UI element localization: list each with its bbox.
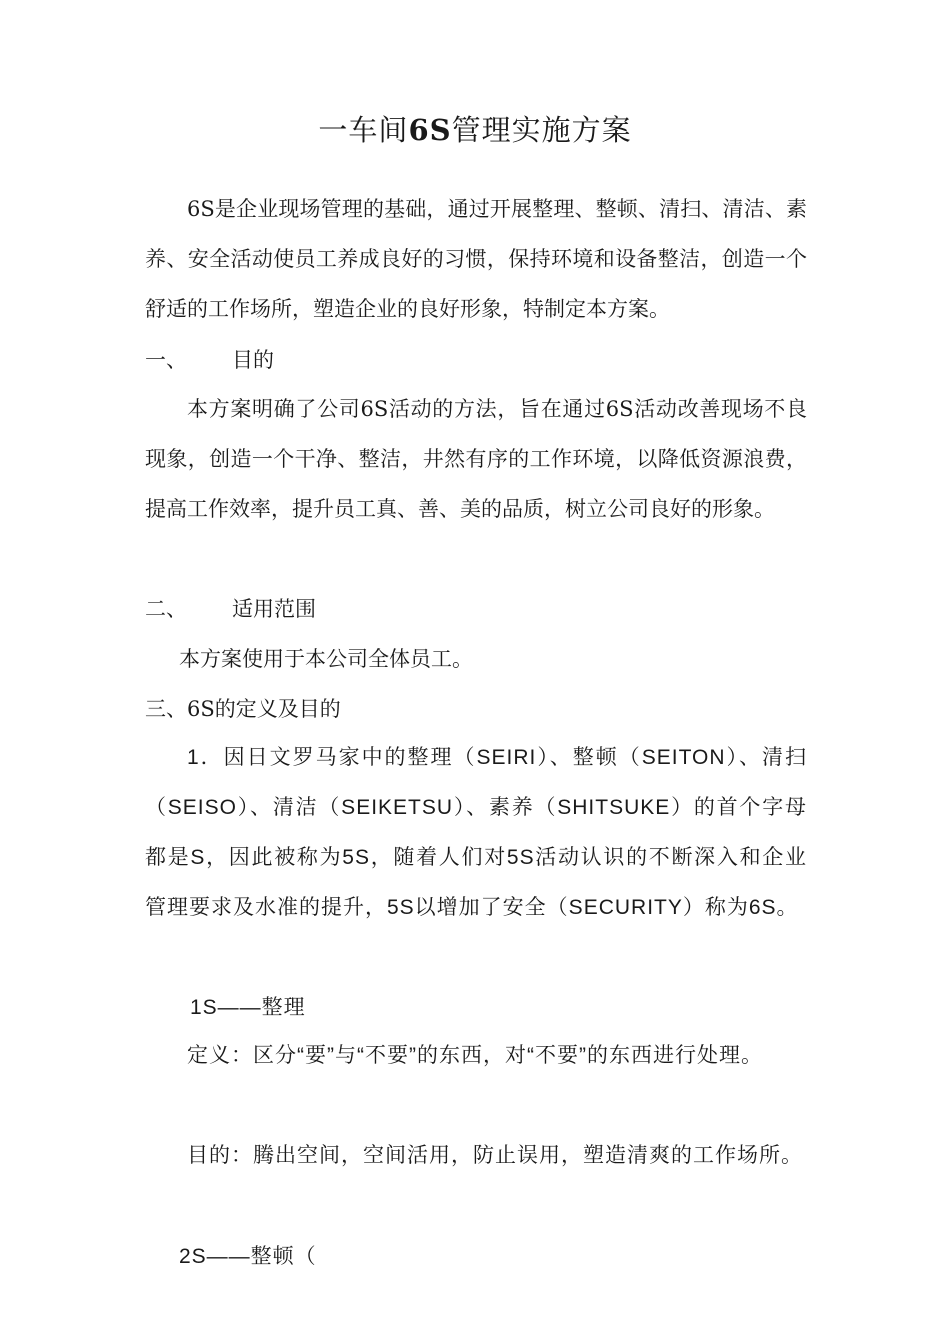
- section1-paragraph: 本方案明确了公司6S活动的方法，旨在通过6S活动改善现场不良现象，创造一个干净、整洁，井然有序的工作环境，以降低资源浪费，提高工作效率，提升员工真、善、美的品质，树立公司良好的形象。: [145, 397, 807, 521]
- intro-paragraph: 6S是企业现场管理的基础，通过开展整理、整顿、清扫、清洁、素养、安全活动使员工养成良好的习惯，保持环境和设备整洁，创造一个舒适的工作场所，塑造企业的良好形象，特制定本方案。: [145, 197, 807, 321]
- title-suffix: 管理实施方案: [451, 113, 632, 147]
- title-bold: 6S: [408, 113, 452, 147]
- title-prefix: 一车间: [318, 113, 409, 147]
- section1-number: 一、: [145, 348, 187, 372]
- section2-paragraph: 本方案使用于本公司全体员工。: [179, 647, 473, 671]
- s2-heading: 2S——整顿（: [179, 1245, 317, 1268]
- s1-heading: 1S——整理: [190, 996, 306, 1019]
- section2-title: 适用范围: [232, 597, 316, 621]
- document-title: [0, 108, 950, 149]
- s1-definition: 定义：区分“要”与“不要”的东西，对“不要”的东西进行处理。: [187, 1044, 763, 1067]
- section2-heading: [145, 593, 316, 623]
- section1-title: 目的: [232, 348, 274, 372]
- section3-paragraph: 1．因日文罗马家中的整理（SEIRI）、整顿（SEITON）、清扫（SEISO）、清洁（SEIKETSU）、素养（SHITSUKE）的首个字母都是S，因此被称为5S，随着人们对5S活动认识的不断深入和企业管理要求及水准的提升，5S以增加了安全（SECURITY）称为6S。: [145, 746, 807, 919]
- s1-purpose: 目的：腾出空间，空间活用，防止误用，塑造清爽的工作场所。: [187, 1144, 803, 1167]
- section1-heading: [145, 344, 274, 374]
- section2-number: 二、: [145, 597, 187, 621]
- section3-heading: 三、6S的定义及目的: [145, 697, 341, 721]
